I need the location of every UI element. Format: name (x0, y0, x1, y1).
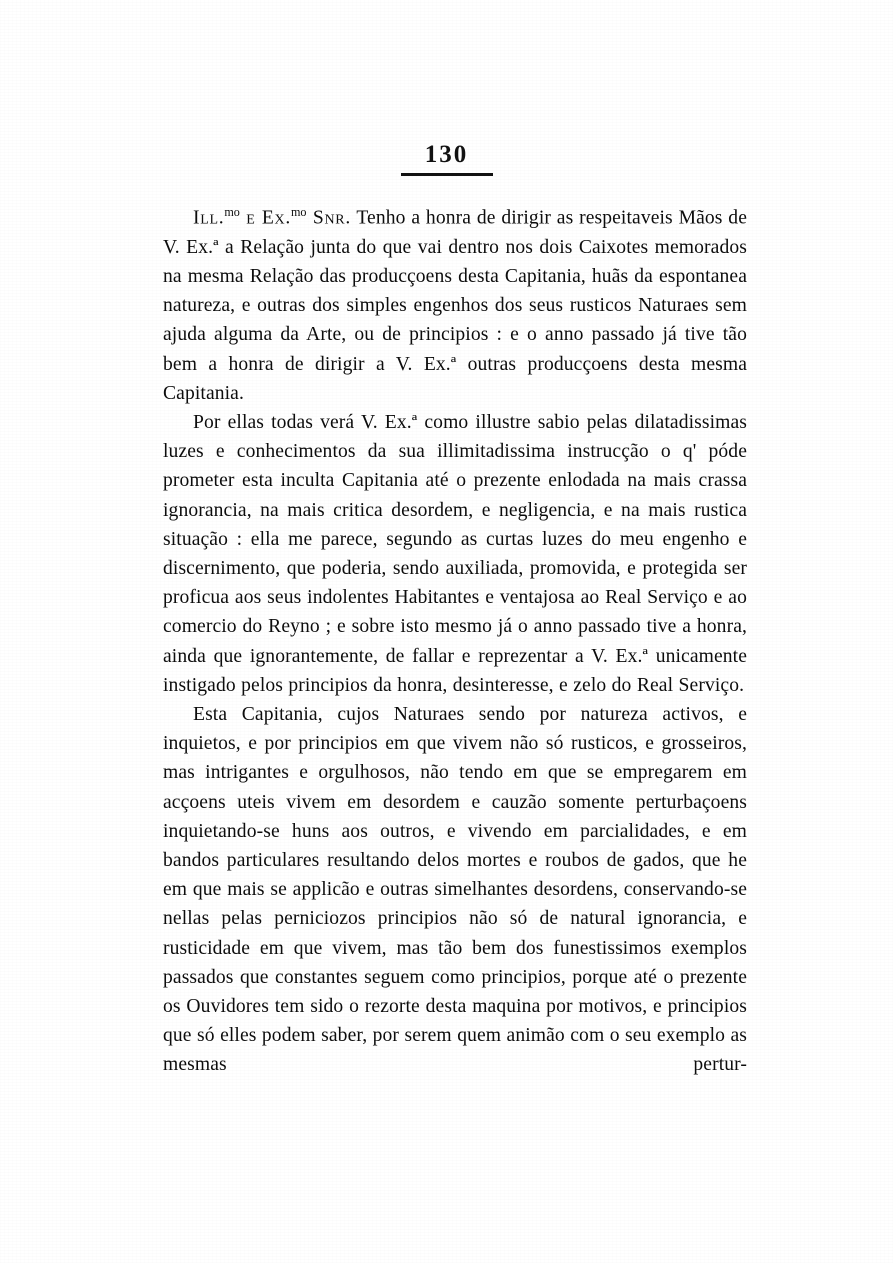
third-paragraph: Esta Capitania, cujos Naturaes sendo por natureza activos, e inquietos, e por principios em que vivem não só rusticos, e grosseiros, mas intrigantes e orgulhosos, não tendo em que se empregarem em acçoens uteis vivem em desordem e cauzão somente perturbaçoens inquietando-se huns aos outros, e vivendo em parcialidades, e em bandos particulares resultando delos mortes e roubos de gados, que he em que mais se applicão e outras simelhantes desordens, conservando-se nellas pelas perniciozos principios não só de natural ignorancia, e rusticidade em que vivem, mas tão bem dos funestissimos exemplos passados que constantes seguem como principios, porque até o prezente os Ouvidores tem sido o rezorte desta maquina por motivos, e principios que só elles podem saber, por serem quem animão com o seu exemplo as mesmas pertur- (163, 703, 747, 1076)
page-number: 130 (424, 141, 469, 168)
body-text-block (163, 198, 747, 1080)
salutation-smallcaps-snr: Snr. (306, 207, 351, 229)
salutation-superscript-mo-second: mo (290, 205, 307, 219)
folio-rule (401, 173, 493, 176)
salutation-paragraph-text: Tenho a honra de dirigir as respeitaveis Mãos de V. Ex.ª a Relação junta do que vai dentro nos dois Caixotes memorados na mesma Relação das producçoens desta Capitania, huãs da espontanea natureza, e outras dos simples engenhos dos seus rusticos Naturaes sem ajuda alguma da Arte, ou de principios : e o anno passado já tive tão bem a honra de dirigir a V. Ex.ª outras producçoens desta mesma Capitania. (163, 207, 747, 404)
salutation-superscript-mo-first: mo (224, 205, 240, 219)
folio-block (0, 142, 893, 176)
second-paragraph: Por ellas todas verá V. Ex.ª como illustre sabio pelas dilatadissimas luzes e conhecimentos da sua illimitadissima instrucção o q' póde prometer esta inculta Capitania até o prezente enlodada na mais crassa ignorancia, na mais critica desordem, e negligencia, e na mais rustica situação : ella me parece, segundo as curtas luzes do meu engenho e discernimento, que poderia, sendo auxiliada, promovida, e protegida ser proficua aos seus indolentes Habitantes e ventajosa ao Real Serviço e ao comercio do Reyno ; e sobre isto mesmo já o anno passado tive a honra, ainda que ignorantemente, de fallar e reprezentar a V. Ex.ª unicamente instigado pelos principios da honra, desinteresse, e zelo do Real Serviço. (163, 411, 747, 696)
salutation-paragraph (163, 198, 747, 408)
salutation-smallcaps-ill: Ill. (193, 207, 225, 229)
salutation-smallcaps-ex: e Ex. (239, 207, 291, 229)
